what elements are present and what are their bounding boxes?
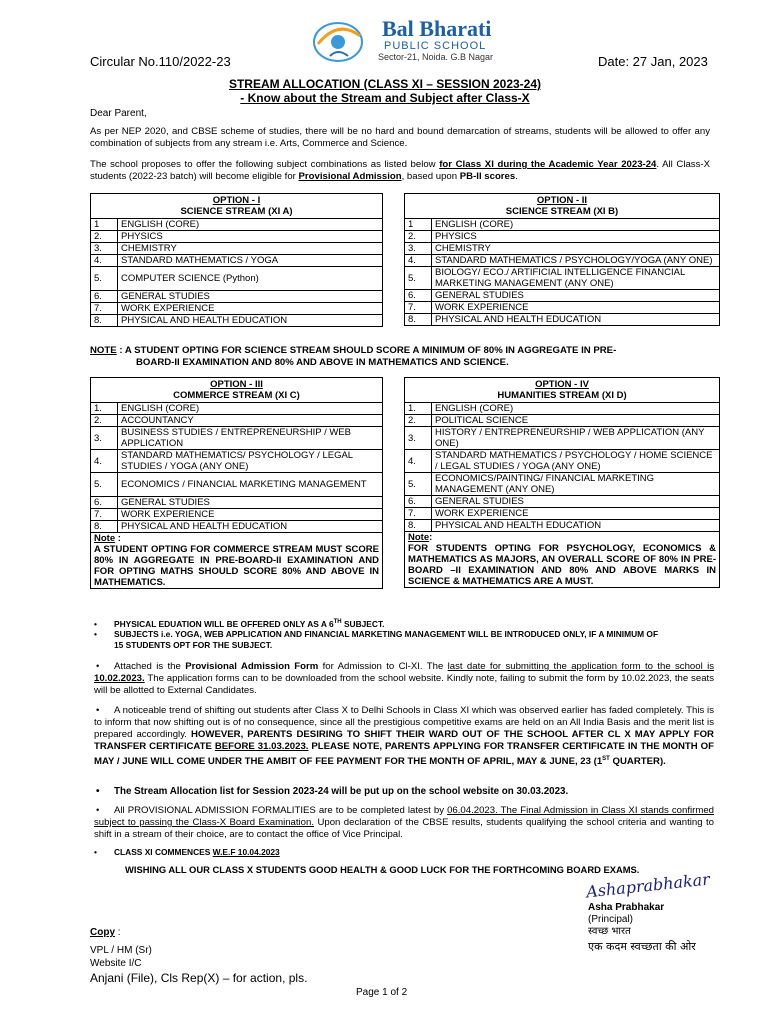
row-number: 1. [405, 403, 432, 415]
table-row [91, 267, 383, 291]
option-1-subtitle: SCIENCE STREAM (XI A) [180, 206, 293, 217]
option-1-table [90, 193, 383, 327]
option-3-subtitle: COMMERCE STREAM (XI C) [173, 390, 300, 401]
row-subject: ECONOMICS/PAINTING/ FINANCIAL MARKETING MANAGEMENT (ANY ONE) [432, 473, 720, 496]
table-row [91, 450, 383, 473]
row-number: 6. [405, 496, 432, 508]
row-subject: STANDARD MATHEMATICS / PSYCHOLOGY/YOGA (ANY ONE) [432, 255, 720, 267]
table-row [91, 303, 383, 315]
option-4-subtitle: HUMANITIES STREAM (XI D) [497, 390, 627, 401]
row-subject: STANDARD MATHEMATICS / YOGA [118, 255, 383, 267]
table-row [405, 508, 720, 520]
shifting-paragraph: • A noticeable trend of shifting out students after Class X to Delhi Schools in Class XI which was observed earlier has faded completely. This is to inform that now shifting out is of no consequence, since all the prestigious competitive exams are held on an All India Basis and the merit list is prepared accordingly. HOWEVER, PARENTS DESIRING TO SHIFT THEIR WARD OUT OF THE SCHOOL AFTER CL X MAY APPLY FOR TRANSFER CERTIFICATE BEFORE 31.03.2023. PLEASE NOTE, PARENTS APPLYING FOR TRANSFER CERTIFICATE IN THE MONTH OF MAY / JUNE WILL COME UNDER THE AMBIT OF FEE PAYMENT FOR THE MONTH OF APRIL, MAY & JUNE, 23 (1ST QUARTER). [94, 705, 714, 768]
class-commencement: • CLASS XI COMMENCES W.E.F 10.04.2023 [94, 847, 280, 857]
row-number: 8. [405, 314, 432, 326]
table-row [91, 315, 383, 327]
row-subject: CHEMISTRY [118, 243, 383, 255]
science-note: NOTE : A STUDENT OPTING FOR SCIENCE STREAM SHOULD SCORE A MINIMUM OF 80% IN AGGREGATE IN PRE- BOARD-II EXAMINATION AND 80% AND ABOVE IN MATHEMATICS AND SCIENCE. [90, 345, 617, 368]
swachhta-slogan: एक कदम स्वच्छता की ओर [588, 940, 696, 953]
row-subject: GENERAL STUDIES [432, 496, 720, 508]
table-row [91, 231, 383, 243]
swachh-bharat: स्वच्छ भारत [588, 926, 631, 937]
intro-paragraph-2: The school proposes to offer the following subject combinations as listed below for Class XI during the Academic Year 2023-24. All Class-X students (2022-23 batch) will become eligible for Provisional Admission, based upon PB-II scores. [90, 159, 710, 182]
row-subject: WORK EXPERIENCE [432, 302, 720, 314]
table-row [405, 219, 720, 231]
row-number: 4. [405, 255, 432, 267]
row-subject: ENGLISH (CORE) [118, 403, 383, 415]
table-row [91, 403, 383, 415]
principal-designation: (Principal) [588, 914, 634, 925]
table-row [91, 255, 383, 267]
row-subject: COMPUTER SCIENCE (Python) [118, 267, 383, 291]
table-row [405, 520, 720, 532]
table-row [91, 243, 383, 255]
copy-line-2: Website I/C [90, 958, 142, 969]
bullet-physical-education: • PHYSICAL EDUATION WILL BE OFFERED ONLY AS A 6TH SUBJECT. [94, 618, 385, 629]
row-subject: ENGLISH (CORE) [432, 403, 720, 415]
copy-label: Copy : [90, 927, 121, 938]
row-subject: STANDARD MATHEMATICS/ PSYCHOLOGY / LEGAL STUDIES / YOGA (ANY ONE) [118, 450, 383, 473]
row-number: 1 [405, 219, 432, 231]
table-row [91, 473, 383, 497]
table-row [405, 255, 720, 267]
option-2-subtitle: SCIENCE STREAM (XI B) [505, 206, 619, 217]
option-1-title: OPTION - I [212, 195, 261, 206]
row-number: 5. [405, 267, 432, 290]
copy-line-3: Anjani (File), Cls Rep(X) – for action, pls. [90, 971, 308, 985]
row-subject: PHYSICS [432, 231, 720, 243]
title-line1: STREAM ALLOCATION (CLASS XI – SESSION 2023-24) [228, 77, 542, 91]
row-number: 8. [91, 521, 118, 533]
row-number: 4. [91, 450, 118, 473]
row-subject: PHYSICAL AND HEALTH EDUCATION [118, 521, 383, 533]
table-row [91, 427, 383, 450]
row-subject: PHYSICAL AND HEALTH EDUCATION [118, 315, 383, 327]
row-subject: BUSINESS STUDIES / ENTREPRENEURSHIP / WEB APPLICATION [118, 427, 383, 450]
row-subject: WORK EXPERIENCE [118, 303, 383, 315]
row-subject: HISTORY / ENTREPRENEURSHIP / WEB APPLICATION (ANY ONE) [432, 427, 720, 450]
table-row [405, 415, 720, 427]
row-number: 8. [91, 315, 118, 327]
row-number: 3. [91, 427, 118, 450]
option-4-title: OPTION - IV [535, 379, 589, 390]
option-2-table [404, 193, 720, 326]
row-number: 2. [405, 231, 432, 243]
school-subtitle: PUBLIC SCHOOL [384, 40, 487, 52]
row-number: 5. [405, 473, 432, 496]
table-row [405, 231, 720, 243]
table-row [91, 497, 383, 509]
copy-line-1: VPL / HM (Sr) [90, 945, 152, 956]
row-number: 8. [405, 520, 432, 532]
row-subject: CHEMISTRY [432, 243, 720, 255]
option-3-title: OPTION - III [210, 379, 263, 390]
circular-number: Circular No.110/2022-23 [90, 54, 231, 69]
table-row [405, 290, 720, 302]
wishing-message: WISHING ALL OUR CLASS X STUDENTS GOOD HEALTH & GOOD LUCK FOR THE FORTHCOMING BOARD EXAMS. [125, 864, 640, 875]
row-subject: ENGLISH (CORE) [118, 219, 383, 231]
row-subject: ECONOMICS / FINANCIAL MARKETING MANAGEMENT [118, 473, 383, 497]
row-number: 7. [91, 509, 118, 521]
row-subject: BIOLOGY/ ECO./ ARTIFICIAL INTELLIGENCE FINANCIAL MARKETING MANAGEMENT (ANY ONE) [432, 267, 720, 290]
row-number: 6. [91, 497, 118, 509]
row-number: 7. [405, 508, 432, 520]
row-number: 5. [91, 267, 118, 291]
table-row [405, 496, 720, 508]
row-number: 7. [91, 303, 118, 315]
table-row [91, 219, 383, 231]
row-subject: PHYSICAL AND HEALTH EDUCATION [432, 520, 720, 532]
row-subject: PHYSICS [118, 231, 383, 243]
principal-name: Asha Prabhakar [588, 902, 665, 913]
row-number: 1. [91, 403, 118, 415]
intro-paragraph-1: As per NEP 2020, and CBSE scheme of studies, there will be no hard and bound demarcation of streams, students will be allowed to offer any combination of subjects from any stream i.e. Arts, Commerce and Science. [90, 126, 710, 149]
table-row [405, 267, 720, 290]
row-subject: PHYSICAL AND HEALTH EDUCATION [432, 314, 720, 326]
table-row [91, 415, 383, 427]
formalities-paragraph: • All PROVISIONAL ADMISSION FORMALITIES are to be completed latest by 06.04.2023. The Final Admission in Class XI stands confirmed subject to passing the Class-X Board Examination. Upon declaration of the CBSE results, students qualifying the school criteria and wanting to shift in a stream of their choice, are to contact the office of Vice Principal. [94, 805, 714, 840]
table-row [405, 473, 720, 496]
circular-date: Date: 27 Jan, 2023 [598, 54, 708, 69]
row-subject: ENGLISH (CORE) [432, 219, 720, 231]
table-row [91, 291, 383, 303]
row-subject: ACCOUNTANCY [118, 415, 383, 427]
salutation: Dear Parent, [90, 108, 147, 119]
stream-list-announcement: • The Stream Allocation list for Session 2023-24 will be put up on the school website on 30.03.2023. [96, 786, 569, 797]
table-row [405, 243, 720, 255]
option-3-table [90, 377, 383, 589]
row-subject: GENERAL STUDIES [118, 291, 383, 303]
table-row [405, 314, 720, 326]
row-number: 3. [91, 243, 118, 255]
humanities-note: Note: FOR STUDENTS OPTING FOR PSYCHOLOGY, ECONOMICS & MATHEMATICS AS MAJORS, AN OVERALL SCORE OF 80% IN PRE-BOARD –II EXAMINATION AND 80% AND ABOVE MARKS IN SCIENCE & MATHEMATICS ARE A MUST. [405, 532, 720, 588]
commerce-note: Note : A STUDENT OPTING FOR COMMERCE STREAM MUST SCORE 80% IN AGGREGATE IN PRE-BOARD-II EXAMINATION AND FOR OPTING MATHS SHOULD SCORE 80% AND ABOVE IN MATHEMATICS. [91, 533, 383, 589]
row-subject: STANDARD MATHEMATICS / PSYCHOLOGY / HOME SCIENCE / LEGAL STUDIES / YOGA (ANY ONE) [432, 450, 720, 473]
row-subject: WORK EXPERIENCE [432, 508, 720, 520]
table-row [405, 427, 720, 450]
row-number: 1 [91, 219, 118, 231]
school-logo [308, 14, 384, 64]
row-subject: GENERAL STUDIES [118, 497, 383, 509]
row-number: 6. [91, 291, 118, 303]
bullet-minimum-students: • SUBJECTS i.e. YOGA, WEB APPLICATION AND FINANCIAL MARKETING MANAGEMENT WILL BE INTRODUCED ONLY, IF A MINIMUM OF 15 STUDENTS OPT FOR THE SUBJECT. [94, 629, 659, 650]
option-4-table [404, 377, 720, 588]
page-number: Page 1 of 2 [356, 987, 408, 998]
row-number: 3. [405, 427, 432, 450]
option-2-title: OPTION - II [536, 195, 588, 206]
row-number: 2. [91, 415, 118, 427]
admission-form-paragraph: • Attached is the Provisional Admission Form for Admission to Cl-XI. The last date for submitting the application form to the school is 10.02.2023. The application forms can to be downloaded from the school website. Kindly note, failing to submit the form by 10.02.2023, the seats will be allotted to External Candidates. [94, 661, 715, 696]
table-row [405, 403, 720, 415]
row-subject: WORK EXPERIENCE [118, 509, 383, 521]
row-number: 2. [405, 415, 432, 427]
principal-signature: Ashaprabhakar [585, 869, 711, 902]
row-number: 6. [405, 290, 432, 302]
row-number: 4. [91, 255, 118, 267]
row-number: 7. [405, 302, 432, 314]
school-address: Sector-21, Noida. G.B Nagar [378, 52, 494, 62]
table-row [91, 521, 383, 533]
table-row [405, 302, 720, 314]
row-number: 5. [91, 473, 118, 497]
title-line2: - Know about the Stream and Subject after Class-X [240, 91, 530, 105]
table-row [405, 450, 720, 473]
row-number: 3. [405, 243, 432, 255]
row-number: 2. [91, 231, 118, 243]
row-subject: POLITICAL SCIENCE [432, 415, 720, 427]
row-subject: GENERAL STUDIES [432, 290, 720, 302]
school-name: Bal Bharati [382, 16, 492, 41]
table-row [91, 509, 383, 521]
row-number: 4. [405, 450, 432, 473]
